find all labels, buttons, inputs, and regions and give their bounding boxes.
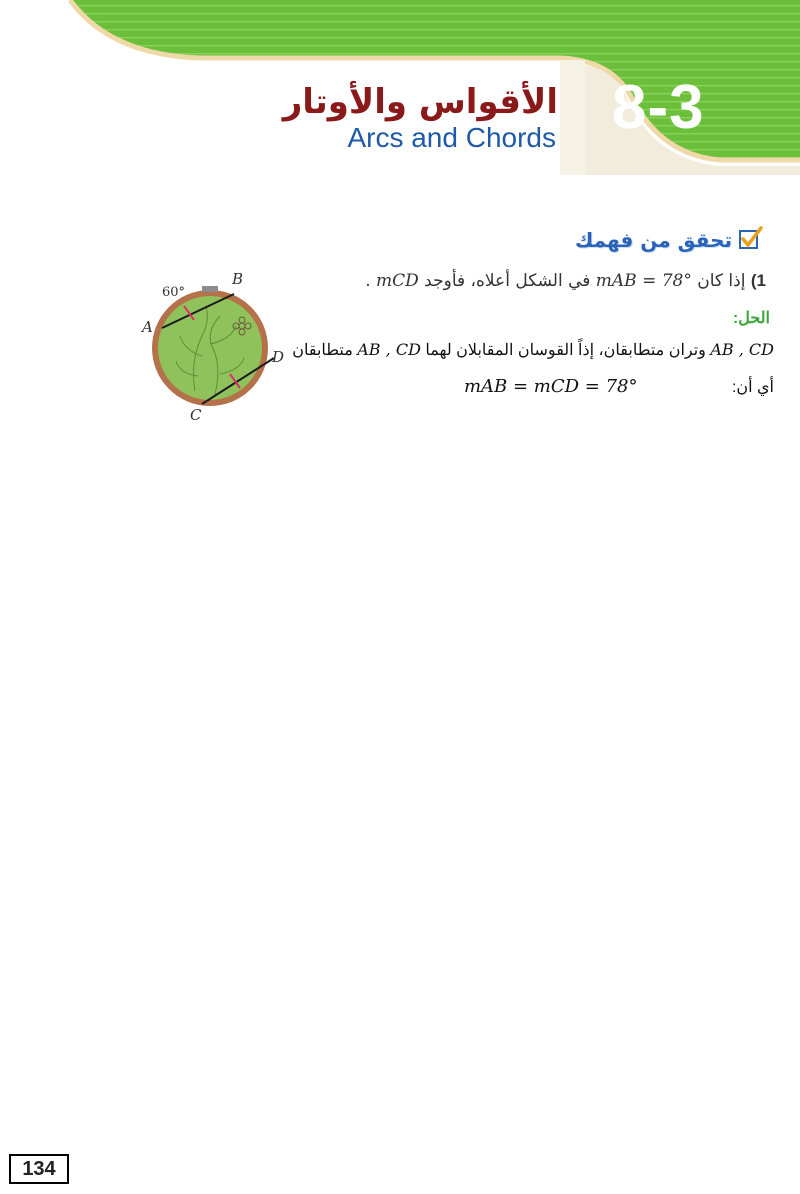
problem-text-a: إذا كان <box>697 271 746 291</box>
solution-equation: mAB = mCD = 78° <box>463 376 638 397</box>
solution-chords: AB , CD <box>710 340 774 359</box>
problem-given: mAB = 78° <box>595 271 692 291</box>
hoop-clasp <box>202 286 218 292</box>
problem-text-b: في الشكل أعلاه، فأوجد <box>424 271 591 291</box>
lesson-number: 8-3 <box>612 73 705 142</box>
point-c-label: C <box>190 406 202 424</box>
solution-label: الحل: <box>732 310 770 327</box>
solution-arcs: AB , CD <box>357 340 421 359</box>
solution-line1-end: متطابقان <box>292 342 353 359</box>
problem-find: mCD <box>376 271 419 291</box>
solution-line-2 <box>464 376 774 397</box>
point-a-label: A <box>142 318 153 336</box>
solution-line1-text: وتران متطابقان، إذاً القوسان المقابلان لهما <box>425 342 706 359</box>
fabric-area <box>158 296 262 400</box>
point-b-label: B <box>232 270 244 288</box>
problem-number: 1) <box>750 271 766 290</box>
lesson-title-english: Arcs and Chords <box>347 122 556 153</box>
checkmark-icon <box>738 226 764 254</box>
solution-line-1 <box>292 340 774 360</box>
check-title: تحقق من فهمك <box>575 228 732 252</box>
hoop-figure <box>140 266 300 426</box>
check-understanding-heading <box>575 226 764 254</box>
problem-period: . <box>365 271 371 291</box>
page-number: 134 <box>9 1154 69 1184</box>
problem-statement <box>365 271 766 291</box>
lesson-title-arabic: الأقواس والأوتار <box>282 82 558 122</box>
point-d-label: D <box>272 348 285 366</box>
angle-label: 60° <box>162 285 186 300</box>
solution-prefix: أي أن: <box>731 379 774 396</box>
